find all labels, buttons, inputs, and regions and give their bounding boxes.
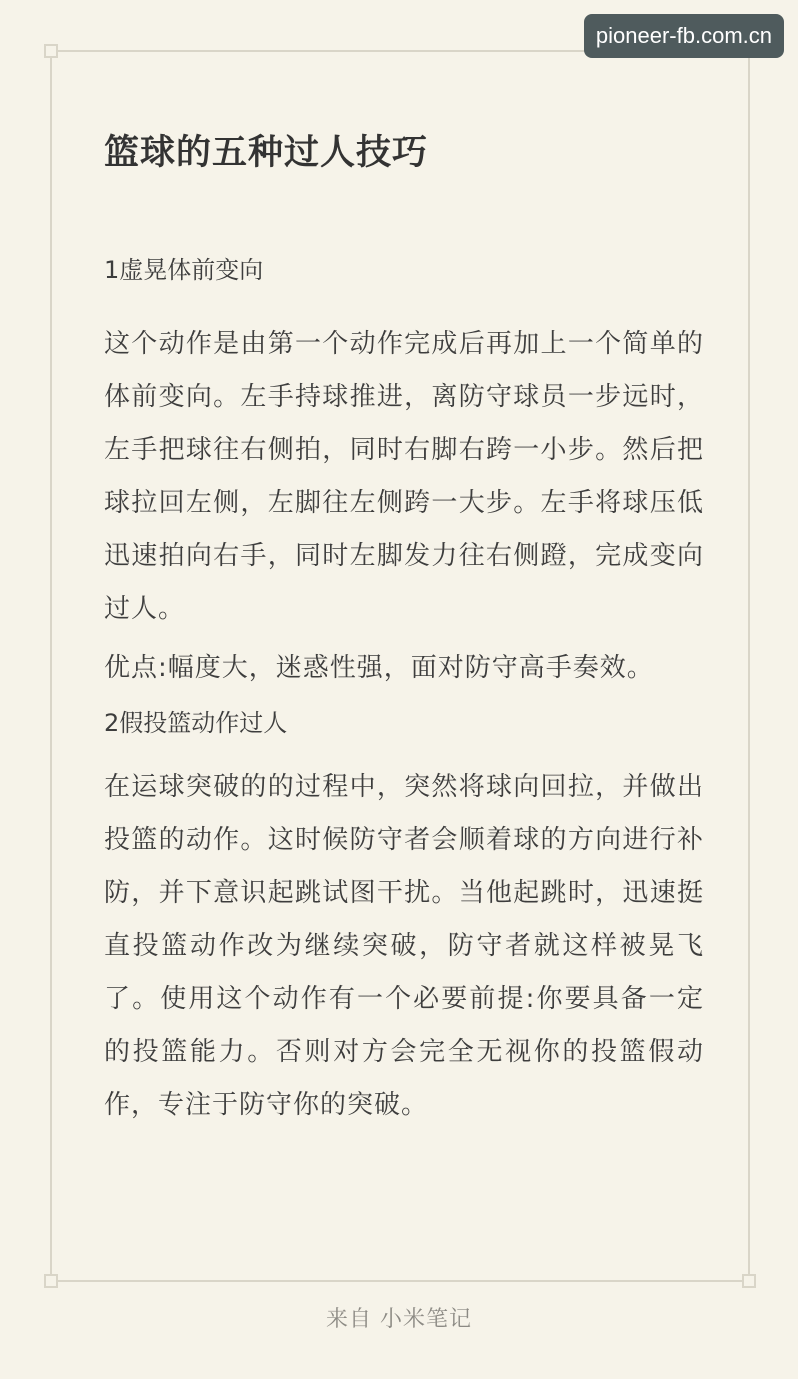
note-source-footer: 来自 小米笔记 (326, 1307, 472, 1332)
note-title: 篮球的五种过人技巧 (104, 133, 429, 173)
section-heading-2: 2假投篮动作过人 (104, 709, 288, 737)
frame-corner-ornament (742, 1274, 756, 1288)
frame-corner-ornament (44, 1274, 58, 1288)
section-heading-1: 1虚晃体前变向 (104, 256, 264, 284)
note-content (104, 128, 704, 1132)
frame-corner-ornament (44, 44, 58, 58)
site-watermark: pioneer-fb.com.cn (584, 14, 784, 58)
section-body-2: 在运球突破的的过程中，突然将球向回拉，并做出投篮的动作。这时候防守者会顺着球的方向进行补防，并下意识起跳试图干扰。当他起跳时，迅速挺直投篮动作改为继续突破，防守者就这样被晃飞了。使用这个动作有一个必要前提:你要具备一定的投篮能力。否则对方会完全无视你的投篮假动作，专注于防守你的突破。 (104, 772, 704, 1120)
section-body-1: 这个动作是由第一个动作完成后再加上一个简单的体前变向。左手持球推进，离防守球员一步远时，左手把球往右侧拍，同时右脚右跨一小步。然后把球拉回左侧，左脚往左侧跨一大步。左手将球压低迅速拍向右手，同时左脚发力往右侧蹬，完成变向过人。 (104, 329, 704, 624)
section-advantage-1: 优点:幅度大，迷惑性强，面对防守高手奏效。 (104, 653, 654, 683)
